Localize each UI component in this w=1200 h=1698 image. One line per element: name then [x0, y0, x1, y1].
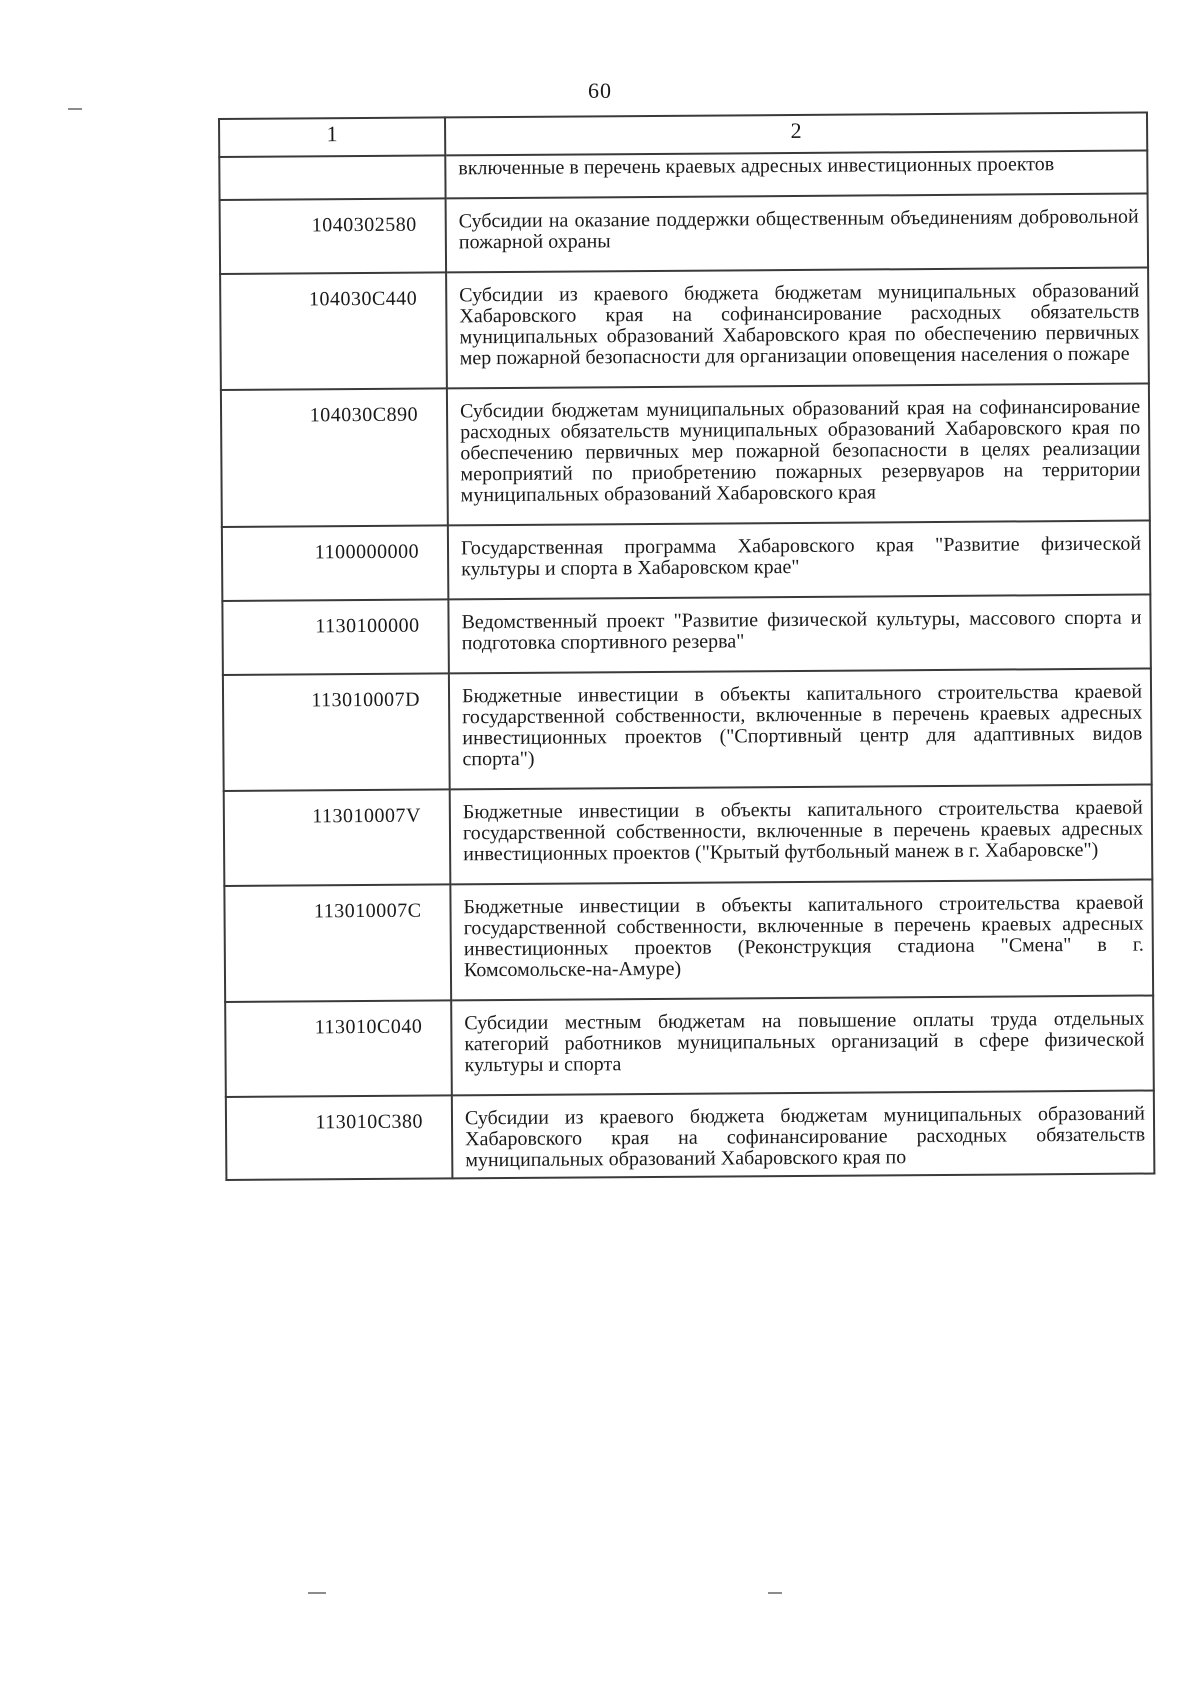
table-row [221, 384, 1150, 527]
target-article-description: Субсидии из краевого бюджета бюджетам муниципальных образований Хабаровского края на софинансирование расходных обязательств муниципальных образований Хабаровского края по обеспечению первичных мер пожарной безопасности для организации оповещения населения о пожаре [446, 268, 1149, 389]
table-row [224, 784, 1153, 885]
table-header-row [219, 113, 1147, 157]
target-article-code [219, 155, 445, 200]
scan-artifact-mark [68, 108, 82, 110]
target-article-description: Субсидии из краевого бюджета бюджетам муниципальных образований Хабаровского края на софинансирование расходных обязательств муниципальных образований Хабаровского края по [452, 1090, 1155, 1178]
scan-artifact-mark [308, 1592, 326, 1594]
table-row [220, 194, 1148, 274]
target-article-description: Ведомственный проект "Развитие физической культуры, массового спорта и подготовка спортивного резерва" [448, 595, 1150, 674]
target-article-description: включенные в перечень краевых адресных инвестиционных проектов [445, 151, 1147, 199]
target-article-code: 113010C040 [225, 1000, 452, 1097]
table-row [224, 879, 1153, 1001]
column-header-description: 2 [445, 113, 1147, 156]
target-article-description: Субсидии на оказание поддержки общественным объединениям добровольной пожарной охраны [446, 194, 1148, 273]
target-article-code: 113010007V [224, 789, 451, 886]
target-article-description: Субсидии бюджетам муниципальных образований края на софинансирование расходных обязательств муниципальных образований Хабаровского края по обеспечению первичных мер пожарной безопасности в целях реализации мероприятий по приобретению пожарных резервуаров на территории муниципальных образований Хабаровского края [447, 384, 1150, 526]
target-article-description: Субсидии местным бюджетам на повышение оплаты труда отдельных категорий работников муниципальных организаций в сфере физической культуры и спорта [451, 995, 1154, 1095]
page-number: 60 [588, 78, 612, 103]
target-article-code: 1100000000 [222, 525, 449, 601]
table-row [223, 669, 1152, 791]
table-row [225, 995, 1154, 1096]
target-article-description: Бюджетные инвестиции в объекты капитального строительства краевой государственной собственности, включенные в перечень краевых адресных инвестиционных проектов ("Крытый футбольный манеж в г. Хабаровске") [450, 784, 1153, 884]
target-article-code: 1040302580 [220, 198, 447, 274]
scan-artifact-mark [768, 1592, 782, 1594]
target-article-code: 113010007D [223, 673, 450, 791]
target-article-code: 113010007C [224, 884, 451, 1002]
target-article-code: 104030C890 [221, 388, 448, 527]
table-row [220, 268, 1149, 390]
target-article-description: Бюджетные инвестиции в объекты капитального строительства краевой государственной собственности, включенные в перечень краевых адресных инвестиционных проектов (Реконструкция стадиона "Смена" в г. Комсомольске-на-Амуре) [450, 879, 1153, 1000]
target-article-description: Бюджетные инвестиции в объекты капитального строительства краевой государственной собственности, включенные в перечень краевых адресных инвестиционных проектов ("Спортивный центр для адаптивных видов спорта") [449, 669, 1152, 790]
table-row [226, 1090, 1155, 1179]
target-article-description: Государственная программа Хабаровского края "Развитие физической культуры и спорта в Хабаровском крае" [448, 521, 1150, 600]
budget-classification-table [218, 112, 1155, 1181]
table-row [222, 595, 1150, 675]
table-row [222, 521, 1150, 601]
column-header-code: 1 [219, 117, 445, 157]
target-article-code: 104030C440 [220, 272, 447, 390]
table-row [219, 151, 1147, 200]
target-article-code: 1130100000 [222, 599, 449, 675]
target-article-code: 113010C380 [226, 1095, 453, 1180]
